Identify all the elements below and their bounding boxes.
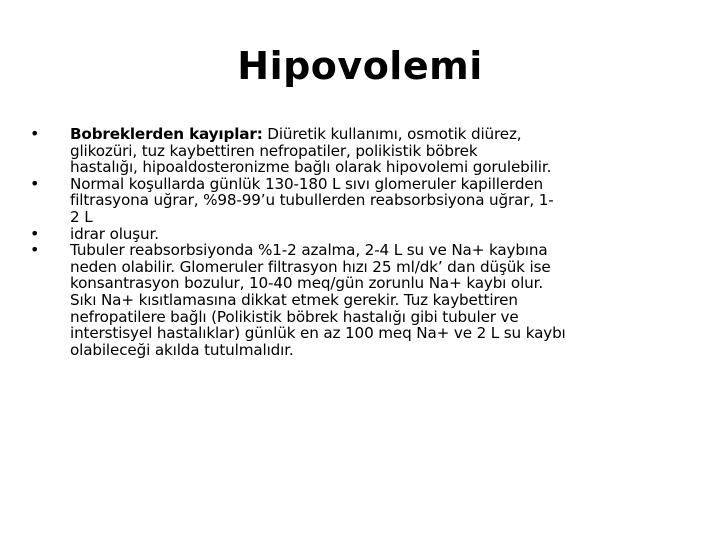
bullet-item (26, 223, 706, 243)
bullet-line: neden olabilir. Glomeruler filtrasyon hızı 25 ml/dk’ dan düşük ise (70, 257, 551, 276)
bullet-icon: • (30, 124, 40, 143)
bullet-line: 2 L (70, 207, 93, 226)
bullet-line: interstisyel hastalıklar) günlük en az 100 meq Na+ ve 2 L su kaybı (70, 324, 566, 343)
bullet-item (26, 242, 706, 358)
bullet-icon: • (30, 173, 40, 193)
bullet-line: konsantrasyon bozulur, 10-40 meq/gün zorunlu Na+ kaybı olur. (70, 274, 543, 293)
bullet-item (26, 126, 706, 176)
bullet-line: idrar oluşur. (70, 224, 159, 243)
bullet-line: Tubuler reabsorbsiyonda %1-2 azalma, 2-4 L su ve Na+ kaybına (70, 241, 548, 260)
bullet-line: Bobreklerden kayıplar: Diüretik kullanımı, osmotik diürez, (70, 125, 522, 143)
bullet-line: Normal koşullarda günlük 130-180 L sıvı glomeruler kapillerden (70, 174, 544, 193)
bullet-line: olabileceği akılda tutulmalıdır. (70, 340, 294, 359)
bullet-item (26, 173, 706, 226)
bullet-list (26, 126, 706, 358)
bullet-icon: • (30, 240, 40, 260)
bullet-line: glikozüri, tuz kaybettiren nefropatiler, polikistik böbrek (70, 141, 478, 160)
bullet-line: Sıkı Na+ kısıtlamasına dikkat etmek gerekir. Tuz kaybettiren (70, 290, 518, 309)
bullet-line: filtrasyona uğrar, %98-99’u tubullerden reabsorbsiyona uğrar, 1- (70, 191, 554, 210)
bullet-lead: Bobreklerden kayıplar: (70, 125, 263, 143)
slide-title: Hipovolemi (237, 44, 483, 88)
bullet-line: hastalığı, hipoaldosteronizme bağlı olarak hipovolemi gorulebilir. (70, 158, 552, 177)
bullet-line: nefropatilere bağlı (Polikistik böbrek hastalığı gibi tubuler ve (70, 307, 519, 326)
bullet-icon: • (30, 223, 40, 243)
